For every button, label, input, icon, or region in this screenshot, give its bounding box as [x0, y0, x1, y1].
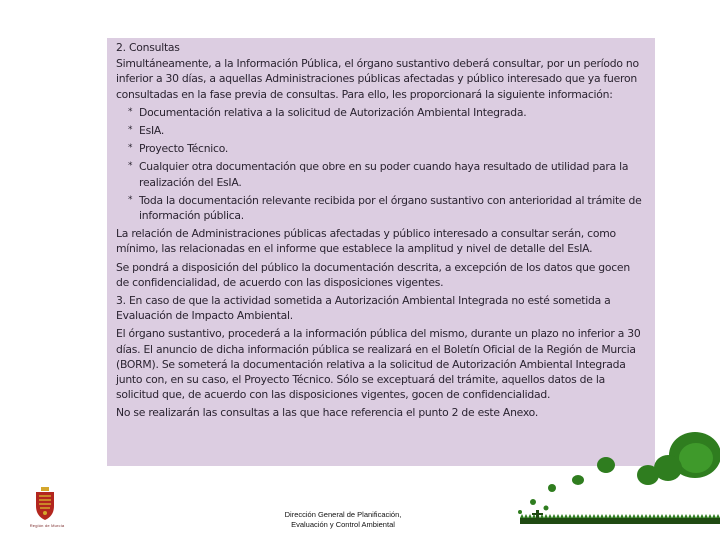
list-item: [128, 159, 645, 189]
region-crest-logo: [30, 486, 60, 522]
footer-line-1: Dirección General de Planificación,: [284, 510, 402, 519]
list-item-text: Proyecto Técnico.: [139, 142, 229, 156]
section-3-title: 3. En caso de que la actividad sometida a Autorización Ambiental Integrada no esté sometida a Evaluación de Impacto Ambiental.: [116, 294, 611, 323]
list-item-text: Toda la documentación relevante recibida por el órgano sustantivo con anterioridad al trámite de información pública.: [139, 193, 642, 223]
list-item: [128, 141, 645, 156]
list-item: [128, 123, 645, 138]
star-bullet-icon: *: [128, 143, 133, 154]
no-consultas-paragraph: No se realizarán las consultas a las que hace referencia el punto 2 de este Anexo.: [116, 406, 539, 420]
content-panel: [107, 38, 655, 466]
disposicion-paragraph: Se pondrá a disposición del público la documentación descrita, a excepción de los datos que gocen de confidencialidad, de acuerdo con las disposiciones vigentes.: [116, 260, 630, 289]
star-bullet-icon: *: [128, 125, 133, 136]
list-item-text: Documentación relativa a la solicitud de Autorización Ambiental Integrada.: [139, 105, 527, 119]
list-item-text: Cualquier otra documentación que obre en su poder cuando haya resultado de utilidad para la realización del EsIA.: [139, 160, 629, 189]
organo-paragraph: El órgano sustantivo, procederá a la información pública del mismo, durante un plazo no inferior a 30 días. El anuncio de dicha información pública se realizará en el Boletín Oficial de la Región de Murcia (BORM). Se someterá la documentación relativa a la solicitud de Autorización Ambiental Integrada junto con, en su caso, el Proyecto Técnico. Sólo se exceptuará del trámite, aquellos datos de la solicitud que, de acuerdo con las disposiciones vigentes, gocen de confidencialidad.: [116, 327, 641, 402]
list-item: [128, 193, 645, 223]
star-bullet-icon: *: [128, 161, 133, 172]
list-item-text: EsIA.: [139, 124, 165, 138]
decorative-greenery: [500, 430, 720, 540]
list-item: [128, 105, 645, 120]
star-bullet-icon: *: [128, 106, 133, 117]
footer-line-2: Evaluación y Control Ambiental: [291, 520, 395, 529]
section-2-title: 2. Consultas: [116, 41, 180, 54]
section-2-intro: Simultáneamente, a la Información Pública, el órgano sustantivo deberá consultar, por un período no inferior a 30 días, a aquellas Administraciones públicas afectadas y público interesado que ya fueron consultadas en la fase previa de consultas. Para ello, les proporcionará la siguiente información:: [116, 57, 639, 101]
relacion-paragraph: La relación de Administraciones públicas afectadas y público interesado a consultar serán, como mínimo, las relacionadas en el informe que establece la amplitud y nivel de detalle del EsIA.: [116, 227, 616, 256]
region-logo-caption: Región de Murcia: [29, 523, 65, 528]
info-list: [116, 105, 645, 223]
footer-organisation: [258, 510, 428, 530]
star-bullet-icon: *: [128, 194, 133, 205]
